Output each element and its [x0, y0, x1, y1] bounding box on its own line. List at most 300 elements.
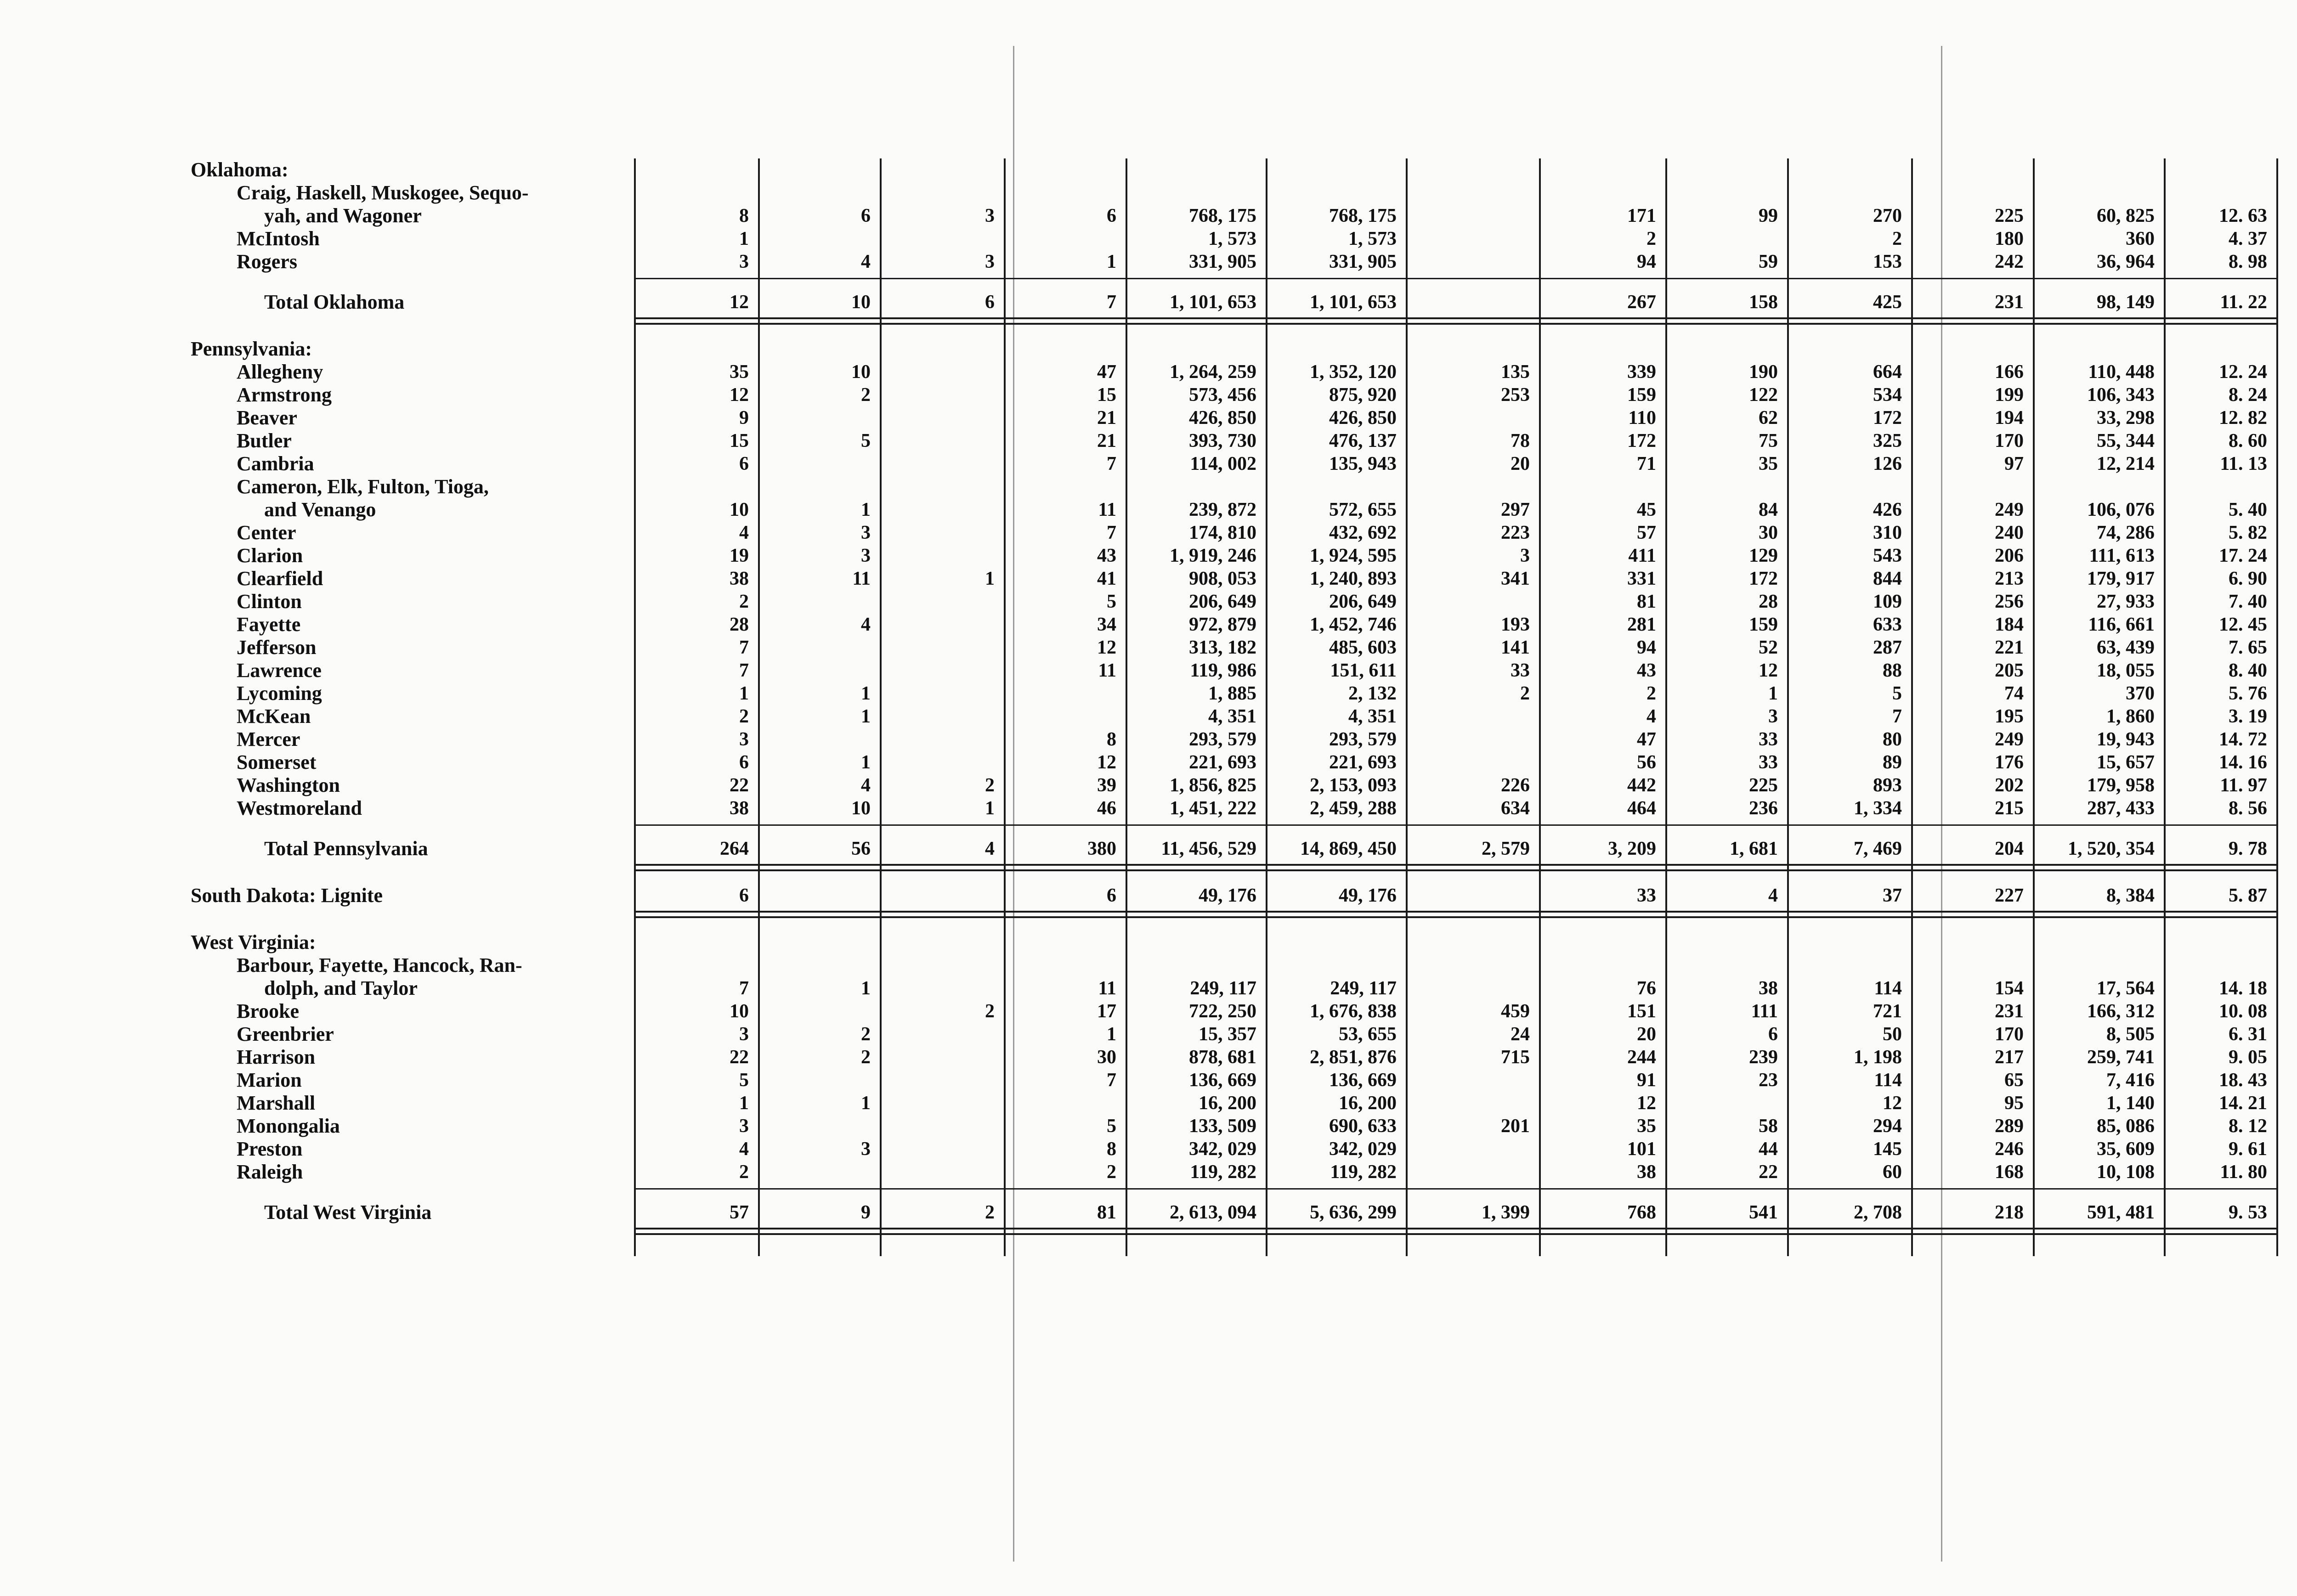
table-cell: 22 [730, 1047, 749, 1068]
table-cell: 2, 579 [1482, 838, 1530, 859]
table-cell: 221 [1995, 637, 2024, 658]
table-cell: 342, 029 [1189, 1139, 1256, 1160]
table-cell: 14. 21 [2219, 1093, 2267, 1114]
table-cell: 5 [739, 1070, 749, 1091]
total-row [191, 884, 2276, 907]
table-row [191, 977, 2276, 1000]
table-cell: 227 [1995, 885, 2024, 906]
table-cell: 246 [1995, 1139, 2024, 1160]
table-cell: 722, 250 [1189, 1001, 1256, 1022]
table-cell: 8. 56 [2229, 798, 2267, 819]
horizontal-rule [634, 864, 2276, 866]
table-cell: 11. 22 [2220, 292, 2267, 313]
table-row [191, 521, 2276, 544]
table-row [191, 613, 2276, 636]
state-header [191, 158, 2276, 181]
table-cell: 2, 459, 288 [1310, 798, 1397, 819]
table-cell: 244 [1627, 1047, 1656, 1068]
table-cell: 17, 564 [2097, 978, 2155, 999]
table-cell: 6. 31 [2229, 1024, 2267, 1045]
table-cell: 287 [1873, 637, 1902, 658]
table-cell: 99 [1759, 205, 1778, 226]
row-label: Total Oklahoma [264, 291, 405, 313]
table-cell: 3 [1520, 545, 1530, 566]
table-cell: 194 [1995, 407, 2024, 429]
table-cell: 95 [2004, 1093, 2024, 1114]
table-cell: 22 [1759, 1162, 1778, 1183]
table-cell: 1, 264, 259 [1170, 361, 1256, 383]
row-label: Fayette [237, 613, 301, 636]
table-cell: 204 [1995, 838, 2024, 859]
table-cell: 1, 451, 222 [1170, 798, 1256, 819]
table-cell: 202 [1995, 775, 2024, 796]
table-cell: 1, 399 [1482, 1202, 1530, 1223]
table-cell: 4, 351 [1348, 706, 1397, 727]
row-label: dolph, and Taylor [264, 977, 418, 999]
table-cell: 11, 456, 529 [1161, 838, 1256, 859]
table-cell: 8. 98 [2229, 251, 2267, 272]
table-cell: 101 [1627, 1139, 1656, 1160]
table-cell: 60 [1883, 1162, 1902, 1183]
table-row [191, 452, 2276, 475]
table-cell: 331, 905 [1189, 251, 1256, 272]
table-cell: 12 [1097, 752, 1116, 773]
table-cell: 4 [861, 251, 871, 272]
table-cell: 19 [730, 545, 749, 566]
table-cell: 7, 469 [1854, 838, 1902, 859]
table-cell: 9. 05 [2229, 1047, 2267, 1068]
table-cell: 206, 649 [1189, 591, 1256, 612]
table-cell: 4 [861, 775, 871, 796]
horizontal-rule [634, 1228, 2276, 1229]
table-cell: 256 [1995, 591, 2024, 612]
table-row [191, 383, 2276, 406]
table-cell: 71 [1637, 453, 1656, 474]
table-cell: 1, 520, 354 [2068, 838, 2155, 859]
table-cell: 239, 872 [1189, 499, 1256, 520]
table-cell: 6 [1768, 1024, 1778, 1045]
table-cell: 217 [1995, 1047, 2024, 1068]
table-cell: 634 [1501, 798, 1530, 819]
table-cell: 199 [1995, 384, 2024, 406]
table-cell: 206 [1995, 545, 2024, 566]
table-cell: 89 [1883, 752, 1902, 773]
table-cell: 5, 636, 299 [1310, 1202, 1397, 1223]
row-label: Clearfield [237, 567, 323, 590]
table-cell: 2 [739, 591, 749, 612]
table-cell: 5. 82 [2229, 522, 2267, 543]
table-cell: 97 [2004, 453, 2024, 474]
table-cell: 259, 741 [2087, 1047, 2155, 1068]
table-row [191, 797, 2276, 820]
row-label: Barbour, Fayette, Hancock, Ran- [237, 954, 522, 976]
table-cell: 2, 851, 876 [1310, 1047, 1397, 1068]
table-cell: 6 [861, 205, 871, 226]
table-cell: 249 [1995, 499, 2024, 520]
table-cell: 908, 053 [1189, 568, 1256, 589]
table-cell: 715 [1501, 1047, 1530, 1068]
table-cell: 4 [1646, 706, 1656, 727]
table-cell: 3 [861, 1139, 871, 1160]
table-cell: 16, 200 [1199, 1093, 1256, 1114]
table-cell: 180 [1995, 228, 2024, 249]
table-cell: 1 [985, 798, 995, 819]
table-cell: 6 [1107, 205, 1116, 226]
row-label: Allegheny [237, 361, 323, 383]
table-row [191, 498, 2276, 521]
table-cell: 158 [1749, 292, 1778, 313]
table-cell: 5. 87 [2229, 885, 2267, 906]
table-cell: 171 [1627, 205, 1656, 226]
table-cell: 1, 919, 246 [1170, 545, 1256, 566]
table-cell: 1 [739, 228, 749, 249]
table-cell: 14, 869, 450 [1300, 838, 1397, 859]
row-label: Clinton [237, 590, 302, 613]
table-cell: 7 [1107, 522, 1116, 543]
table-cell: 4 [1768, 885, 1778, 906]
table-cell: 136, 669 [1189, 1070, 1256, 1091]
table-cell: 74, 286 [2097, 522, 2155, 543]
table-cell: 38 [1637, 1162, 1656, 1183]
table-cell: 393, 730 [1189, 430, 1256, 451]
table-cell: 7 [1892, 706, 1902, 727]
table-cell: 3 [739, 1116, 749, 1137]
table-cell: 289 [1995, 1116, 2024, 1137]
table-cell: 2 [1646, 228, 1656, 249]
table-cell: 151, 611 [1330, 660, 1397, 681]
table-cell: 23 [1759, 1070, 1778, 1091]
table-cell: 844 [1873, 568, 1902, 589]
table-cell: 56 [851, 838, 871, 859]
table-cell: 768, 175 [1189, 205, 1256, 226]
table-cell: 63, 439 [2097, 637, 2155, 658]
table-cell: 36, 964 [2097, 251, 2155, 272]
table-cell: 425 [1873, 292, 1902, 313]
table-cell: 12, 214 [2097, 453, 2155, 474]
table-row [191, 1138, 2276, 1161]
table-cell: 10. 08 [2219, 1001, 2267, 1022]
table-cell: 225 [1749, 775, 1778, 796]
table-cell: 7 [739, 660, 749, 681]
table-cell: 135, 943 [1329, 453, 1397, 474]
table-cell: 172 [1749, 568, 1778, 589]
table-cell: 53, 655 [1339, 1024, 1397, 1045]
table-cell: 972, 879 [1189, 614, 1256, 635]
table-cell: 49, 176 [1199, 885, 1256, 906]
table-cell: 2 [739, 1162, 749, 1183]
table-cell: 485, 603 [1329, 637, 1397, 658]
table-cell: 240 [1995, 522, 2024, 543]
table-cell: 2 [1646, 683, 1656, 704]
table-cell: 573, 456 [1189, 384, 1256, 406]
table-row [191, 1115, 2276, 1138]
table-cell: 10, 108 [2097, 1162, 2155, 1183]
table-cell: 249, 117 [1190, 978, 1256, 999]
table-row [191, 567, 2276, 590]
total-row [191, 291, 2276, 314]
table-cell: 380 [1087, 838, 1116, 859]
table-cell: 35 [1759, 453, 1778, 474]
table-cell: 3 [739, 251, 749, 272]
table-cell: 11. 13 [2220, 453, 2267, 474]
table-cell: 172 [1873, 407, 1902, 429]
table-cell: 179, 917 [2087, 568, 2155, 589]
table-cell: 141 [1501, 637, 1530, 658]
table-cell: 85, 086 [2097, 1116, 2155, 1137]
table-cell: 2 [1520, 683, 1530, 704]
table-cell: 213 [1995, 568, 2024, 589]
table-cell: 11 [1098, 499, 1116, 520]
table-cell: 464 [1627, 798, 1656, 819]
table-cell: 84 [1759, 499, 1778, 520]
table-cell: 179, 958 [2087, 775, 2155, 796]
table-cell: 166, 312 [2087, 1001, 2155, 1022]
table-cell: 9. 53 [2229, 1202, 2267, 1223]
table-cell: 1, 101, 653 [1310, 292, 1397, 313]
table-cell: 12 [1097, 637, 1116, 658]
table-cell: 2 [985, 775, 995, 796]
table-cell: 78 [1511, 430, 1530, 451]
table-cell: 3 [985, 251, 995, 272]
table-cell: 1, 334 [1854, 798, 1902, 819]
row-label: Washington [237, 774, 340, 796]
table-cell: 4 [739, 522, 749, 543]
table-cell: 201 [1501, 1116, 1530, 1137]
table-row [191, 361, 2276, 383]
horizontal-rule [634, 824, 2276, 826]
table-cell: 16, 200 [1339, 1093, 1397, 1114]
row-label: Total West Virginia [264, 1201, 432, 1224]
table-cell: 3 [861, 545, 871, 566]
row-label: Cameron, Elk, Fulton, Tioga, [237, 475, 489, 498]
table-cell: 7 [1107, 453, 1116, 474]
table-row [191, 1046, 2276, 1069]
table-cell: 5. 76 [2229, 683, 2267, 704]
row-label: Total Pennsylvania [264, 837, 428, 860]
table-cell: 721 [1873, 1001, 1902, 1022]
table-cell: 8. 24 [2229, 384, 2267, 406]
table-cell: 442 [1627, 775, 1656, 796]
table-cell: 28 [1759, 591, 1778, 612]
table-cell: 223 [1501, 522, 1530, 543]
table-cell: 6 [739, 885, 749, 906]
table-cell: 690, 633 [1329, 1116, 1397, 1137]
row-label: Monongalia [237, 1115, 340, 1137]
table-cell: 11 [1098, 978, 1116, 999]
table-cell: 11. 97 [2220, 775, 2267, 796]
table-cell: 8, 505 [2106, 1024, 2155, 1045]
table-cell: 18, 055 [2097, 660, 2155, 681]
table-cell: 106, 343 [2087, 384, 2155, 406]
horizontal-rule [634, 916, 2276, 918]
table-cell: 10 [851, 361, 871, 383]
table-cell: 43 [1097, 545, 1116, 566]
table-cell: 114 [1874, 978, 1902, 999]
table-row [191, 682, 2276, 705]
table-cell: 2 [985, 1001, 995, 1022]
table-cell: 1 [861, 752, 871, 773]
column-rule [2276, 158, 2278, 1256]
row-label: McIntosh [237, 227, 320, 250]
table-cell: 20 [1637, 1024, 1656, 1045]
table-cell: 221, 693 [1189, 752, 1256, 773]
table-cell: 1 [1107, 1024, 1116, 1045]
table-cell: 62 [1759, 407, 1778, 429]
table-cell: 341 [1501, 568, 1530, 589]
table-cell: 6 [985, 292, 995, 313]
horizontal-rule [634, 317, 2276, 319]
table-cell: 129 [1749, 545, 1778, 566]
table-cell: 60, 825 [2097, 205, 2155, 226]
table-cell: 136, 669 [1329, 1070, 1397, 1091]
total-row [191, 1201, 2276, 1224]
table-cell: 193 [1501, 614, 1530, 635]
table-cell: 57 [1637, 522, 1656, 543]
table-cell: 7 [739, 978, 749, 999]
table-cell: 114 [1874, 1070, 1902, 1091]
row-label: Rogers [237, 250, 297, 273]
table-cell: 145 [1873, 1139, 1902, 1160]
table-cell: 4. 37 [2229, 228, 2267, 249]
table-cell: 3 [861, 522, 871, 543]
table-cell: 57 [730, 1202, 749, 1223]
table-cell: 2 [861, 1024, 871, 1045]
table-cell: 55, 344 [2097, 430, 2155, 451]
table-row [191, 429, 2276, 452]
table-cell: 91 [1637, 1070, 1656, 1091]
table-cell: 122 [1749, 384, 1778, 406]
state-name: Oklahoma: [191, 158, 289, 181]
table-cell: 81 [1637, 591, 1656, 612]
table-cell: 1, 573 [1208, 228, 1256, 249]
table-cell: 81 [1097, 1202, 1116, 1223]
table-cell: 14. 16 [2219, 752, 2267, 773]
table-cell: 2 [1107, 1162, 1116, 1183]
table-cell: 249 [1995, 729, 2024, 750]
table-row [191, 705, 2276, 728]
table-cell: 1 [861, 1093, 871, 1114]
table-cell: 875, 920 [1329, 384, 1397, 406]
table-cell: 3, 209 [1608, 838, 1656, 859]
table-cell: 3. 19 [2229, 706, 2267, 727]
horizontal-rule [634, 1233, 2276, 1235]
table-cell: 15, 357 [1199, 1024, 1256, 1045]
table-row [191, 475, 2276, 498]
table-cell: 9 [739, 407, 749, 429]
table-cell: 19, 943 [2097, 729, 2155, 750]
table-cell: 106, 076 [2087, 499, 2155, 520]
table-cell: 221, 693 [1329, 752, 1397, 773]
table-cell: 10 [851, 292, 871, 313]
table-cell: 2, 708 [1854, 1202, 1902, 1223]
row-label: yah, and Wagoner [264, 204, 422, 227]
table-cell: 170 [1995, 1024, 2024, 1045]
table-cell: 27, 933 [2097, 591, 2155, 612]
table-cell: 109 [1873, 591, 1902, 612]
table-cell: 253 [1501, 384, 1530, 406]
table-cell: 30 [1097, 1047, 1116, 1068]
table-cell: 426 [1873, 499, 1902, 520]
table-cell: 1, 885 [1208, 683, 1256, 704]
table-cell: 52 [1759, 637, 1778, 658]
table-cell: 7 [1107, 1070, 1116, 1091]
table-cell: 7, 416 [2106, 1070, 2155, 1091]
table-cell: 1 [985, 568, 995, 589]
table-row [191, 227, 2276, 250]
table-cell: 154 [1995, 978, 2024, 999]
table-cell: 339 [1627, 361, 1656, 383]
table-cell: 56 [1637, 752, 1656, 773]
table-cell: 242 [1995, 251, 2024, 272]
table-cell: 331 [1627, 568, 1656, 589]
table-row [191, 1161, 2276, 1184]
table-cell: 7 [1107, 292, 1116, 313]
table-cell: 287, 433 [2087, 798, 2155, 819]
table-cell: 11 [1098, 660, 1116, 681]
table-cell: 59 [1759, 251, 1778, 272]
table-cell: 76 [1637, 978, 1656, 999]
row-label: Lycoming [237, 682, 322, 705]
table-cell: 151 [1627, 1001, 1656, 1022]
row-label: Clarion [237, 544, 303, 567]
table-cell: 633 [1873, 614, 1902, 635]
table-cell: 4 [861, 614, 871, 635]
table-cell: 1 [861, 978, 871, 999]
table-cell: 153 [1873, 251, 1902, 272]
table-cell: 3 [739, 729, 749, 750]
table-cell: 432, 692 [1329, 522, 1397, 543]
table-cell: 591, 481 [2087, 1202, 2155, 1223]
table-cell: 65 [2004, 1070, 2024, 1091]
table-cell: 20 [1511, 453, 1530, 474]
row-label: Jefferson [237, 636, 317, 659]
table-cell: 9. 78 [2229, 838, 2267, 859]
row-label: Somerset [237, 751, 317, 773]
table-cell: 8. 60 [2229, 430, 2267, 451]
row-label: Mercer [237, 728, 300, 750]
table-cell: 1, 860 [2106, 706, 2155, 727]
table-cell: 38 [730, 568, 749, 589]
table-cell: 293, 579 [1329, 729, 1397, 750]
row-label: Harrison [237, 1046, 316, 1068]
table-cell: 15 [1097, 384, 1116, 406]
table-cell: 231 [1995, 1001, 2024, 1022]
table-cell: 1 [739, 683, 749, 704]
table-cell: 94 [1637, 251, 1656, 272]
table-cell: 168 [1995, 1162, 2024, 1183]
table-cell: 14. 72 [2219, 729, 2267, 750]
table-cell: 30 [1759, 522, 1778, 543]
table-cell: 1 [861, 683, 871, 704]
table-cell: 14. 18 [2219, 978, 2267, 999]
table-cell: 49, 176 [1339, 885, 1397, 906]
table-cell: 1, 140 [2106, 1093, 2155, 1114]
table-cell: 21 [1097, 430, 1116, 451]
table-cell: 476, 137 [1329, 430, 1397, 451]
table-cell: 34 [1097, 614, 1116, 635]
table-cell: 28 [730, 614, 749, 635]
table-cell: 281 [1627, 614, 1656, 635]
table-cell: 58 [1759, 1116, 1778, 1137]
table-cell: 119, 282 [1190, 1162, 1256, 1183]
table-cell: 15 [730, 430, 749, 451]
table-cell: 7 [739, 637, 749, 658]
table-cell: 1 [1107, 251, 1116, 272]
table-cell: 176 [1995, 752, 2024, 773]
table-cell: 126 [1873, 453, 1902, 474]
table-cell: 37 [1883, 885, 1902, 906]
table-cell: 426, 850 [1189, 407, 1256, 429]
